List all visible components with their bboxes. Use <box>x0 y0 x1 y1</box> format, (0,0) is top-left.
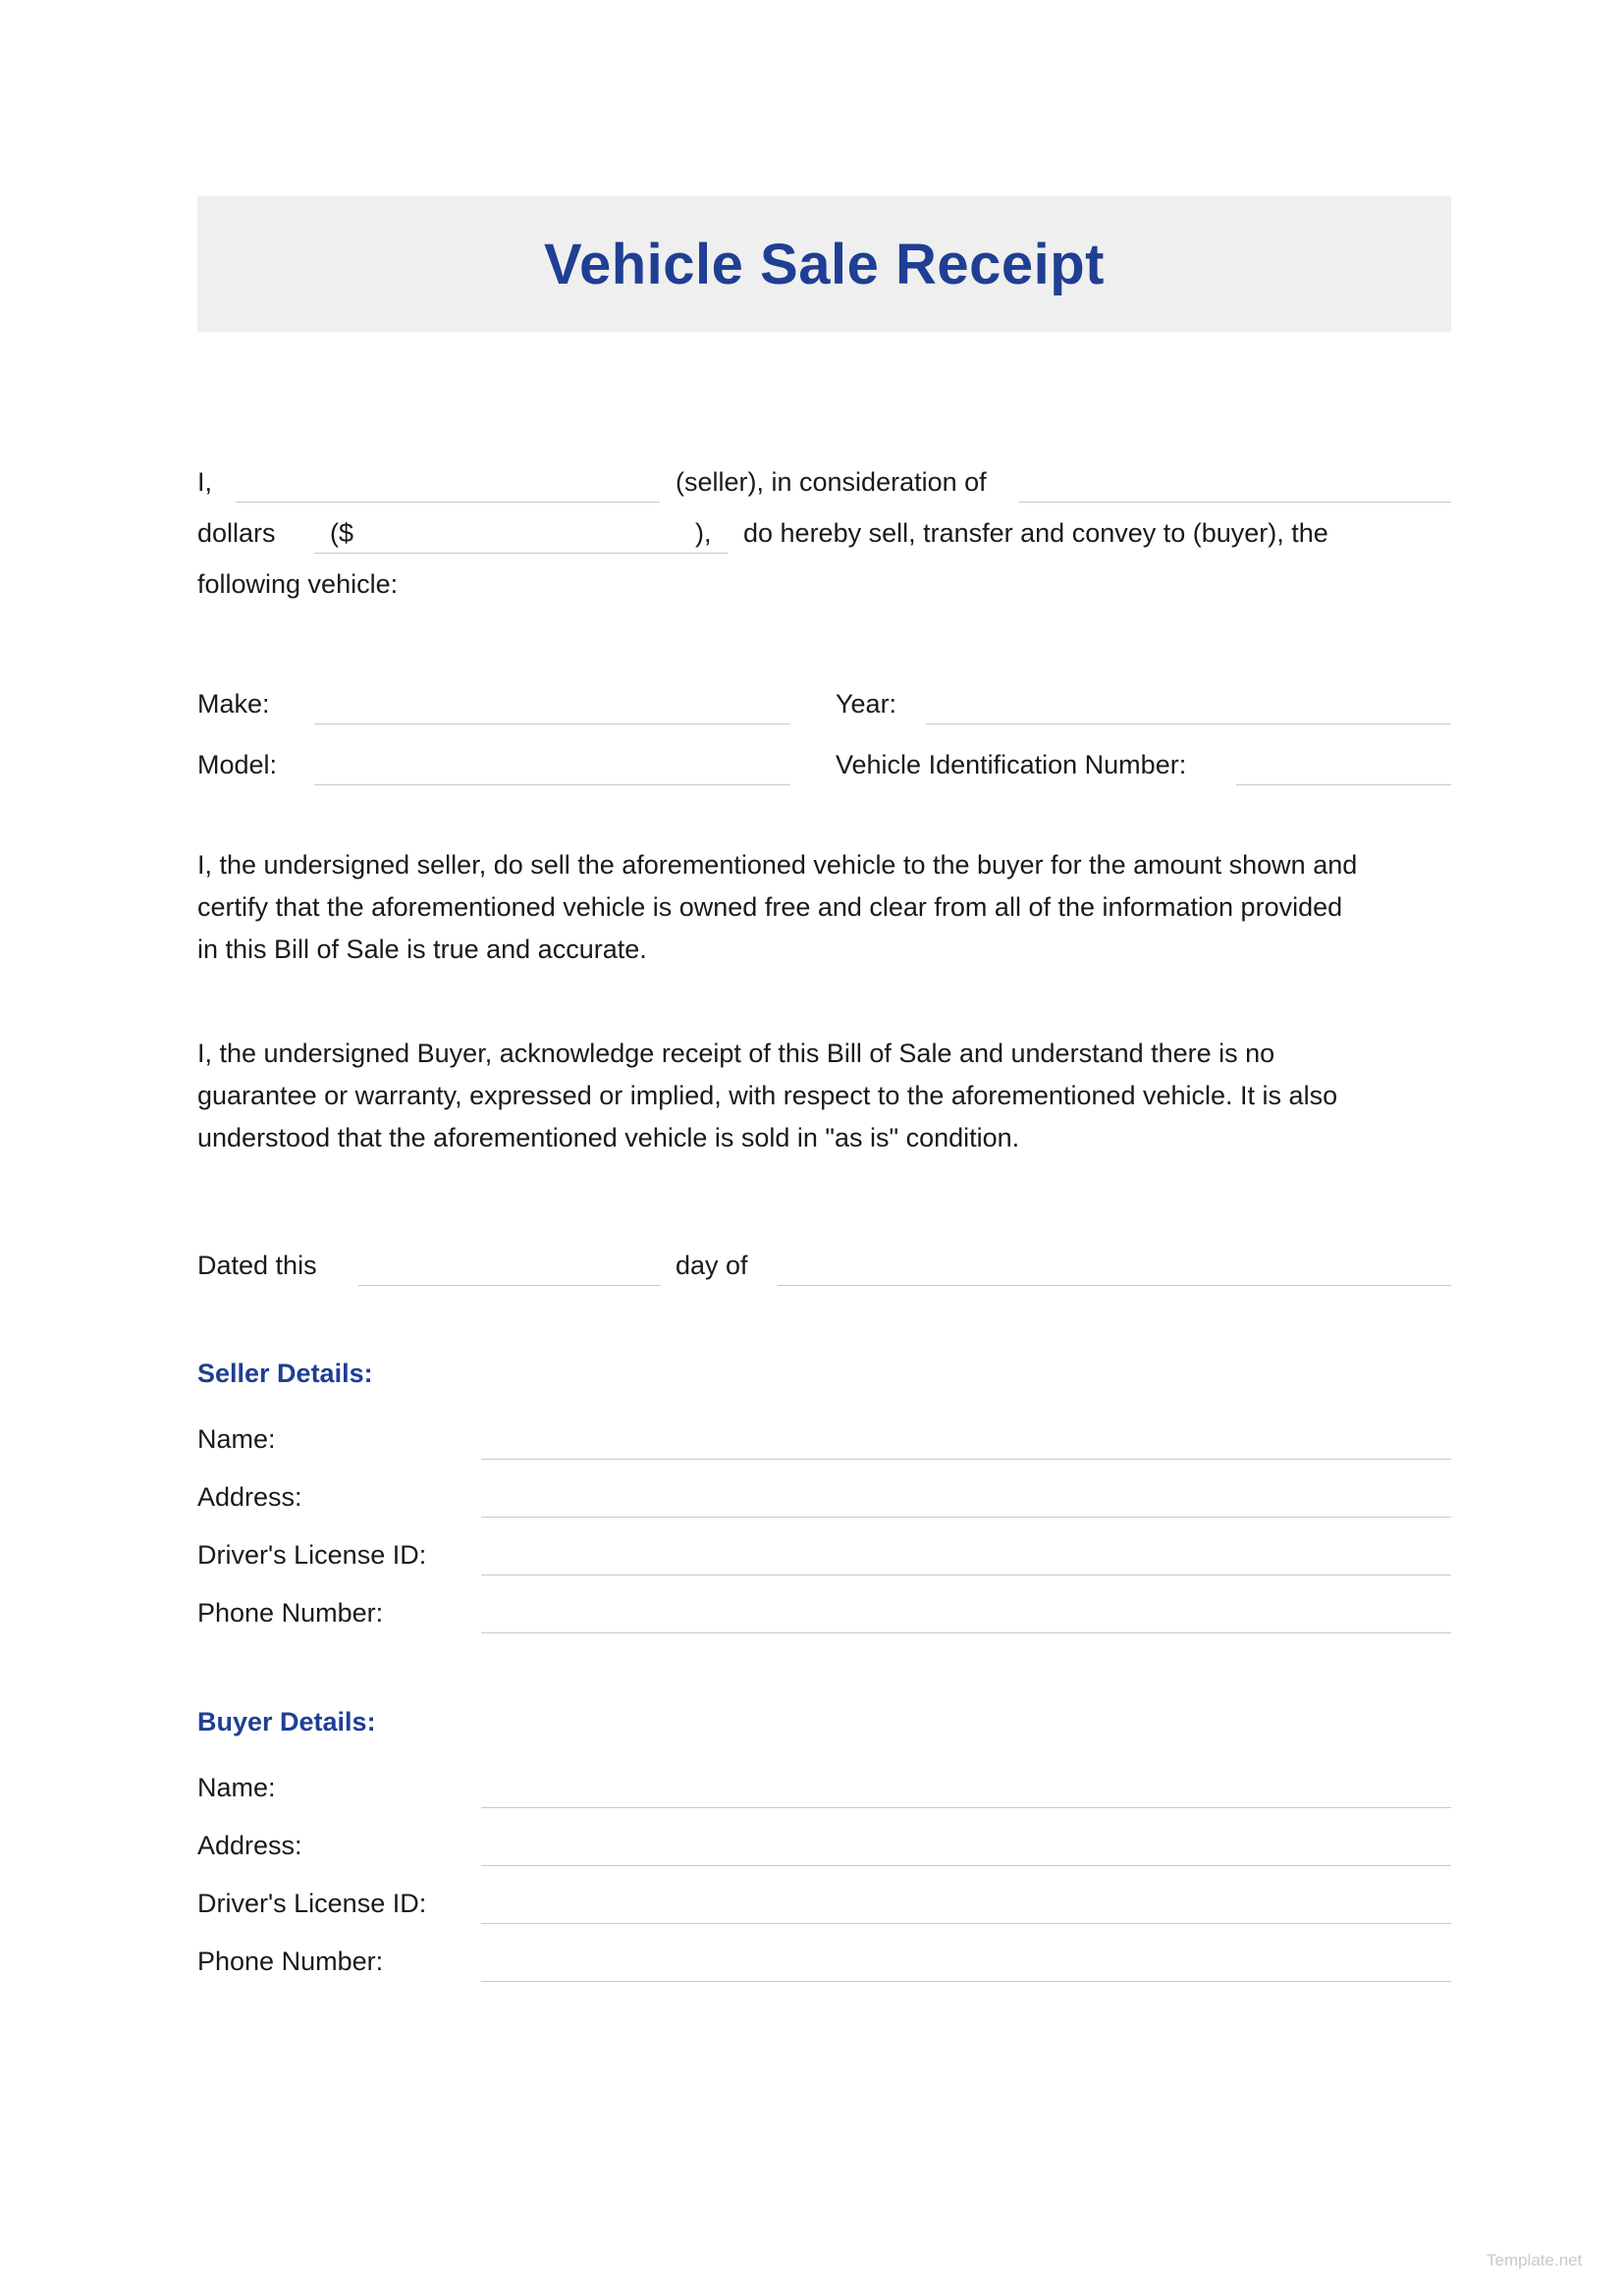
seller-license-label: Driver's License ID: <box>197 1540 427 1570</box>
make-label: Make: <box>197 689 270 719</box>
year-blank[interactable] <box>926 723 1451 724</box>
month-year-blank[interactable] <box>778 1285 1451 1286</box>
model-label: Model: <box>197 750 278 779</box>
buyer-details-heading: Buyer Details: <box>197 1707 376 1736</box>
intro-i: I, <box>197 467 213 497</box>
vin-blank[interactable] <box>1236 784 1451 785</box>
buyer-address-field[interactable] <box>481 1865 1451 1866</box>
dated-this-label: Dated this <box>197 1251 317 1280</box>
seller-phone-field[interactable] <box>481 1632 1451 1633</box>
intro-close-paren: ), <box>695 518 712 548</box>
buyer-name-field[interactable] <box>481 1807 1451 1808</box>
intro-dollars: dollars <box>197 518 276 548</box>
buyer-phone-label: Phone Number: <box>197 1947 384 1976</box>
seller-name-field[interactable] <box>481 1459 1451 1460</box>
buyer-name-label: Name: <box>197 1773 276 1802</box>
title-banner <box>197 196 1451 332</box>
seller-name-blank[interactable] <box>236 502 660 503</box>
page-title: Vehicle Sale Receipt <box>544 233 1105 296</box>
seller-address-label: Address: <box>197 1482 302 1512</box>
day-blank[interactable] <box>358 1285 661 1286</box>
make-blank[interactable] <box>314 723 790 724</box>
buyer-license-field[interactable] <box>481 1923 1451 1924</box>
seller-statement-line1: I, the undersigned seller, do sell the aforementioned vehicle to the buyer for the amount shown and <box>197 850 1358 880</box>
seller-name-label: Name: <box>197 1424 276 1454</box>
intro-transfer-text: do hereby sell, transfer and convey to (buyer), the <box>743 518 1328 548</box>
amount-numeric-blank[interactable] <box>314 553 728 554</box>
buyer-address-label: Address: <box>197 1831 302 1860</box>
seller-phone-label: Phone Number: <box>197 1598 384 1628</box>
template-watermark: Template.net <box>1487 2251 1583 2269</box>
seller-details-heading: Seller Details: <box>197 1359 373 1388</box>
buyer-statement-line3: understood that the aforementioned vehicle is sold in "as is" condition. <box>197 1123 1020 1152</box>
intro-dollar-sign: ($ <box>330 518 354 548</box>
buyer-statement-line1: I, the undersigned Buyer, acknowledge receipt of this Bill of Sale and understand there is no <box>197 1039 1275 1068</box>
seller-address-field[interactable] <box>481 1517 1451 1518</box>
intro-following-vehicle: following vehicle: <box>197 569 399 599</box>
buyer-license-label: Driver's License ID: <box>197 1889 427 1918</box>
buyer-phone-field[interactable] <box>481 1981 1451 1982</box>
model-blank[interactable] <box>314 784 790 785</box>
day-of-label: day of <box>676 1251 748 1280</box>
seller-statement-line2: certify that the aforementioned vehicle is owned free and clear from all of the information provided <box>197 892 1343 922</box>
buyer-statement-line2: guarantee or warranty, expressed or implied, with respect to the aforementioned vehicle. It is also <box>197 1081 1338 1110</box>
intro-seller-consideration: (seller), in consideration of <box>676 467 987 497</box>
amount-words-blank[interactable] <box>1019 502 1451 503</box>
seller-statement-line3: in this Bill of Sale is true and accurate. <box>197 934 647 964</box>
year-label: Year: <box>836 689 897 719</box>
vin-label: Vehicle Identification Number: <box>836 750 1187 779</box>
